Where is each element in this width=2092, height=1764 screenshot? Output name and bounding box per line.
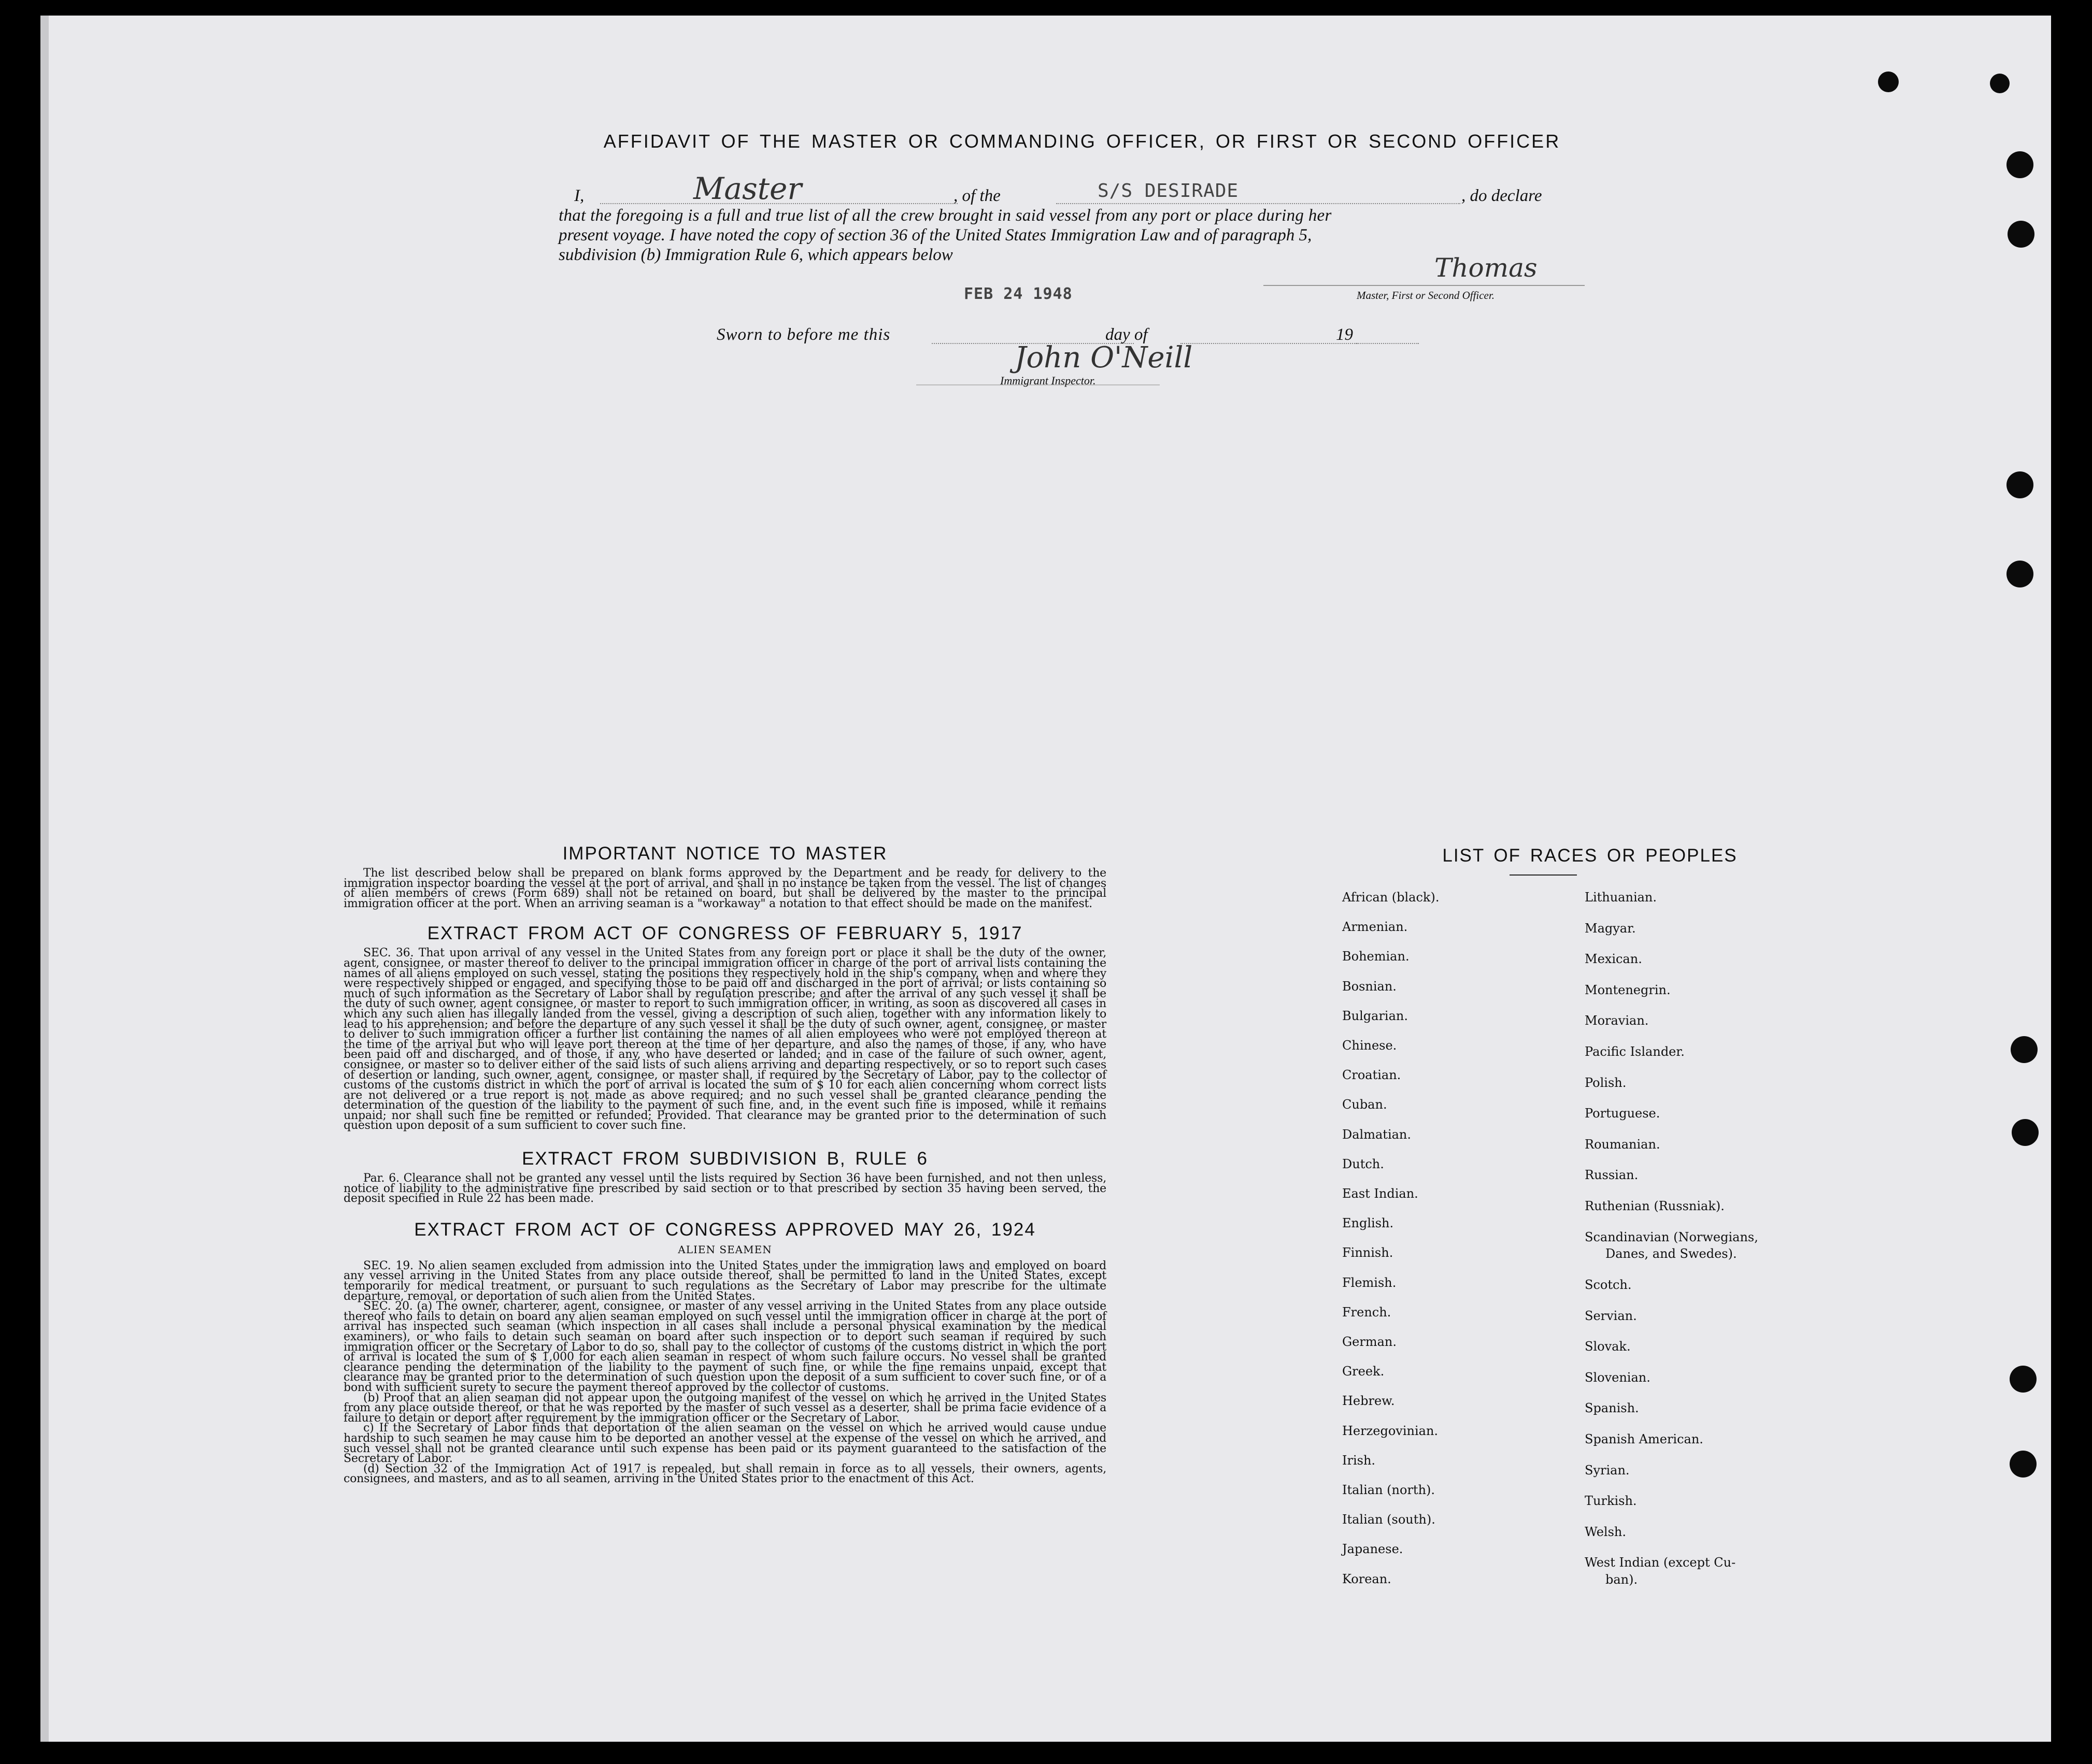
punch-hole: [2010, 1366, 2037, 1393]
day-of-label: day of: [1105, 325, 1148, 344]
race-item: Hebrew.: [1342, 1394, 1395, 1409]
race-item: Slovenian.: [1585, 1370, 1650, 1385]
race-item: Scotch.: [1585, 1277, 1632, 1292]
race-item: Welsh.: [1585, 1524, 1626, 1539]
race-item: Korean.: [1342, 1571, 1391, 1586]
race-item: Moravian.: [1585, 1013, 1649, 1028]
year-label: 19: [1336, 325, 1353, 344]
race-item: East Indian.: [1342, 1186, 1418, 1201]
race-item: Magyar.: [1585, 921, 1636, 936]
extract-1924-title: EXTRACT FROM ACT OF CONGRESS APPROVED MAY 26, 1924: [414, 1219, 1036, 1240]
race-item: Pacific Islander.: [1585, 1044, 1685, 1059]
race-item: Flemish.: [1342, 1275, 1397, 1290]
race-item: Roumanian.: [1585, 1137, 1660, 1152]
affidavit-body-3: subdivision (b) Immigration Rule 6, which appears below: [559, 246, 953, 264]
date-stamp: FEB 24 1948: [964, 285, 1073, 303]
race-item: Portuguese.: [1585, 1106, 1660, 1121]
punch-hole: [2008, 221, 2034, 248]
punch-hole: [2010, 1451, 2037, 1478]
do-declare-label: , do declare: [1461, 187, 1542, 205]
notice-title: IMPORTANT NOTICE TO MASTER: [562, 843, 888, 864]
race-item: Greek.: [1342, 1364, 1385, 1379]
month-line: [1180, 343, 1357, 344]
affidavit-title: AFFIDAVIT OF THE MASTER OR COMMANDING OFFICER, OR FIRST OR SECOND OFFICER: [603, 131, 1561, 152]
affidavit-body-2: present voyage. I have noted the copy of section 36 of the United States Immigration Law and of paragraph 5,: [559, 226, 1312, 245]
master-signature-line: [1263, 285, 1585, 286]
race-item: Cuban.: [1342, 1097, 1387, 1112]
inspector-caption: Immigrant Inspector.: [1000, 374, 1096, 387]
document-sheet: [40, 16, 2051, 1742]
year-line: [1357, 343, 1419, 344]
punch-hole: [1990, 74, 2010, 93]
race-item: African (black).: [1342, 890, 1440, 905]
race-item: Ruthenian (Russniak).: [1585, 1199, 1725, 1213]
master-signature: Thomas: [1434, 253, 1538, 283]
race-item: ban).: [1605, 1572, 1638, 1587]
race-item: Irish.: [1342, 1453, 1376, 1468]
race-item: English.: [1342, 1216, 1394, 1231]
signer-handwritten: Master: [693, 171, 802, 206]
race-item: Syrian.: [1585, 1462, 1630, 1478]
race-item: German.: [1342, 1335, 1397, 1349]
vessel-line: [1056, 203, 1460, 204]
alien-seamen-subtitle: ALIEN SEAMEN: [678, 1243, 772, 1256]
race-item: Italian (south).: [1342, 1512, 1435, 1527]
race-item: Italian (north).: [1342, 1483, 1435, 1497]
legal-column: [344, 843, 1106, 1484]
race-item: West Indian (except Cu-: [1585, 1555, 1736, 1570]
punch-hole: [2006, 471, 2033, 498]
notice-text: The list described below shall be prepared on blank forms approved by the Department and be ready for delivery to the immigration inspector boarding the vessel at the port of arrival, and shall in no instance be taken from the vessel. The list of changes of alien members of crews (Form 689) shall not be retained on board, but shall be delivered by the master to the principal immigration officer at the port. When an arriving seaman is a "workaway" a notation to that effect should be made on the manifest.: [344, 867, 1106, 910]
race-item: Mexican.: [1585, 952, 1642, 967]
punch-hole: [2006, 561, 2033, 587]
punch-hole: [2012, 1119, 2039, 1146]
affidavit-section: [40, 16, 2051, 430]
race-item: Polish.: [1585, 1075, 1627, 1090]
race-item: Russian.: [1585, 1168, 1639, 1183]
race-item: Bosnian.: [1342, 979, 1397, 994]
race-item: Croatian.: [1342, 1068, 1401, 1083]
race-item: Bohemian.: [1342, 949, 1410, 964]
punch-hole: [1878, 71, 1899, 92]
master-caption: Master, First or Second Officer.: [1357, 289, 1495, 302]
race-item: Finnish.: [1342, 1245, 1393, 1260]
sworn-label: Sworn to before me this: [717, 325, 891, 344]
race-item: Servian.: [1585, 1308, 1637, 1323]
race-item: Danes, and Swedes).: [1605, 1246, 1737, 1261]
extract-1917-text: SEC. 36. That upon arrival of any vessel in the United States from any foreign port or place it shall be the duty of the owner, agent, consignee, or master thereof to deliver to the principal immigration officer in charge of the port of arrival lists containing the names of all aliens employed on such vessel, stating the positions they respectively hold in the ship's company, when and where they were respectively shipped or engaged, and specifying those to be paid off and discharged in the port of arrival; or lists containing so much of such information as the Secretary of Labor shall by regulation prescribe; and after the arrival of any such vessel it shall be the duty of such owner, agent consignee, or master to report to such immigration officer, in writing, as soon as discovered all cases in which any such alien has illegally landed from the vessel, giving a description of such alien, together with any information likely to lead to his apprehension; and before the departure of any such vessel it shall be the duty of such owner, agent, consignee, or master to deliver to such immigration officer a further list containing the names of all alien employees who were not employed thereon at the time of the arrival but who will leave port thereon at the time of her departure, and also the names of those, if any, who have been paid off and discharged, and of those, if any, who have deserted or landed; and in case of the failure of such owner, agent, consignee, or master so to deliver either of the said lists of such aliens arriving and departing respectively, or so to report such cases of desertion or landing, such owner, agent, consignee, or master shall, if required by the Secretary of Labor, pay to the collector of customs of the customs district in which the port of arrival is located the sum of $ 10 for each alien concerning whom correct lists are not delivered or a true report is not made as above required; and no such vessel shall be granted clearance pending the determination of the question of the liability to the payment of such fine, and, in the event such fine is imposed, while it remains unpaid; nor shall such fine be remitted or refunded; Provided. That clearance may be granted prior to the determination of such question upon deposit of a sum sufficient to cover such fine.: [344, 946, 1106, 1132]
race-item: Japanese.: [1342, 1542, 1403, 1557]
race-item: Herzegovinian.: [1342, 1423, 1439, 1438]
race-item: Scandinavian (Norwegians,: [1585, 1229, 1758, 1244]
i-label: I,: [574, 187, 585, 205]
punch-hole: [2006, 151, 2033, 178]
of-the-label: , of the: [954, 187, 1001, 205]
race-item: Dutch.: [1342, 1156, 1384, 1171]
extract-1924-text: SEC. 19. No alien seamen excluded from admission into the United States under the immigration laws and employed on board any vessel arriving in the United States from any place outside thereof, shall be permitted to land in the United States, except temporarily for medical treatment, or pursuant to such regulations as the Secretary of Labor may prescribe for the ultimate departure, removal, or deportation of such alien from the United States. SEC. 20. (a) The owner, charterer, agent, consignee, or master of any vessel arriving in the United States from any place outside thereof who fails to detain on board any alien seaman employed on such vessel until the immigration officer in charge at the port of arrival has inspected such seaman (which inspection in all cases shall include a personal physical examination by the medical examiners), or who fails to detain such seaman on board after such inspection or to deport such seaman if required by such immigration officer or the Secretary of Labor to do so, shall pay to the collector of customs of the customs district in which the port of arrival is located the sum of $ 1,000 for each alien seaman in respect of whom such failure occurs. No vessel shall be granted clearance pending the determination of the liability to the payment of such fine, or while the fine remains unpaid, except that clearance may be granted prior to the determination of such question upon the deposit of a sum sufficient to cover such fine, or of a bond with sufficient surety to secure the payment thereof approved by the collector of customs. (b) Proof that an alien seaman did not appear upon the outgoing manifest of the vessel on which he arrived in the United States from any place outside thereof, or that he was reported by the master of such vessel as a deserter, shall be prima facie evidence of a failure to detain or deport after requirement by the immigration officer or the Secretary of Labor. c) If the Secretary of Labor finds that deportation of the alien seaman on the vessel on which he arrived would cause undue hardship to such seamen he may cause him to be deported an another vessel at the expense of the vessel on which he arrived, and such vessel shall not be granted clearance until such expense has been paid or its payment guaranteed to the satisfaction of the Secretary of Labor. (d) Section 32 of the Immigration Act of 1917 is repealed, but shall remain in force as to all vessels, their owners, agents, consignees, and masters, and as to all seamen, arriving in the United States prior to the enactment of this Act.: [344, 1259, 1106, 1486]
punch-hole: [2011, 1036, 2038, 1063]
inspector-signature: John O'Neill: [1015, 341, 1193, 375]
race-item: Armenian.: [1342, 920, 1408, 935]
race-item: French.: [1342, 1304, 1391, 1320]
races-underline: [1510, 874, 1577, 876]
race-item: Chinese.: [1342, 1038, 1397, 1053]
race-item: Lithuanian.: [1585, 890, 1657, 905]
races-title: LIST OF RACES OR PEOPLES: [1442, 845, 1738, 866]
extract-1917-title: EXTRACT FROM ACT OF CONGRESS OF FEBRUARY 5, 1917: [427, 923, 1023, 944]
rule6-title: EXTRACT FROM SUBDIVISION B, RULE 6: [522, 1149, 928, 1169]
affidavit-body-1: that the foregoing is a full and true list of all the crew brought in said vessel from any port or place during her: [559, 206, 1332, 225]
vessel-name: S/S DESIRADE: [1098, 180, 1239, 202]
race-item: Dalmatian.: [1342, 1127, 1412, 1142]
race-item: Bulgarian.: [1342, 1008, 1408, 1023]
race-item: Montenegrin.: [1585, 982, 1671, 997]
race-item: Turkish.: [1585, 1494, 1637, 1509]
race-item: Spanish.: [1585, 1401, 1639, 1416]
race-item: Spanish American.: [1585, 1431, 1703, 1446]
race-item: Slovak.: [1585, 1339, 1631, 1354]
rule6-text: Par. 6. Clearance shall not be granted any vessel until the lists required by Section 36 have been furnished, and not then unless, notice of liability to the administrative fine prescribed by said section or to that prescribed by section 35 having been served, the deposit specified in Rule 22 has been made.: [344, 1172, 1106, 1206]
